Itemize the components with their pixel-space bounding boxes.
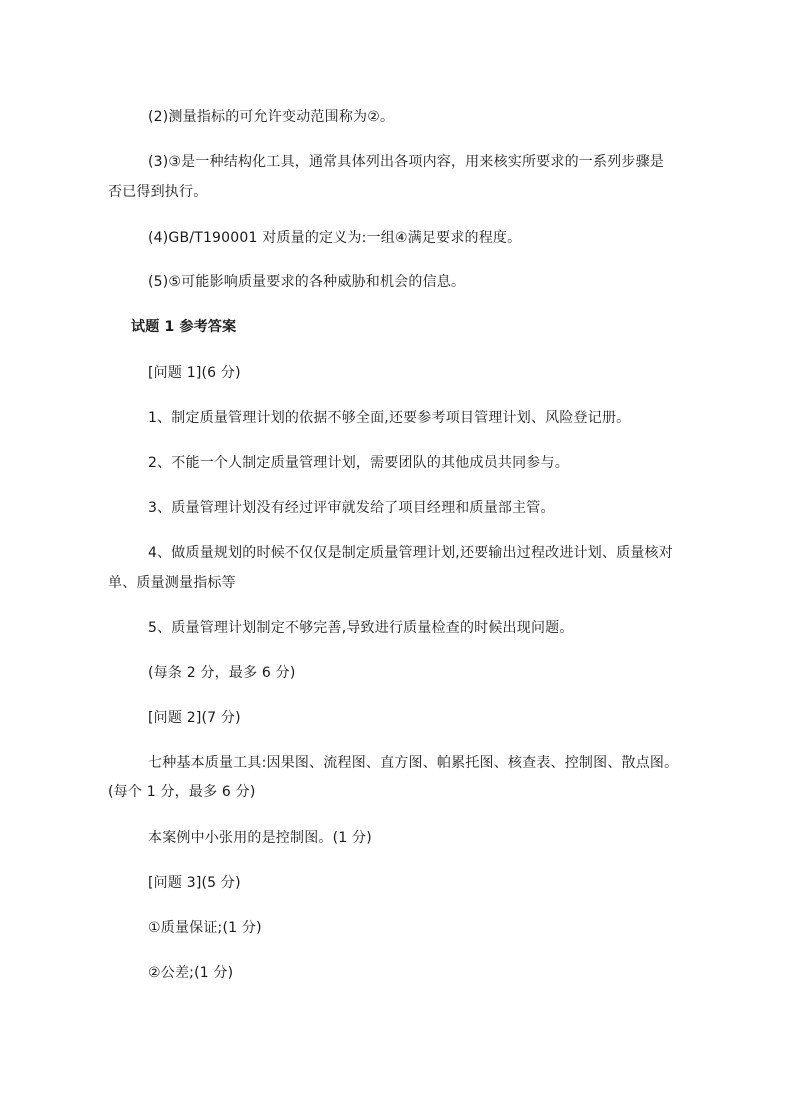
problem-1-item-1: 1、制定质量管理计划的依据不够全面,还要参考项目管理计划、风险登记册。 [148, 410, 631, 426]
problem-3-answer-1: ①质量保证;(1 分) [148, 920, 262, 936]
problem-1-item-2: 2、不能一个人制定质量管理计划，需要团队的其他成员共同参与。 [148, 455, 569, 471]
problem-1-item-3: 3、质量管理计划没有经过评审就发给了项目经理和质量部主管。 [148, 500, 555, 516]
question-2-text: (2)测量指标的可允许变动范围称为②。 [148, 109, 395, 125]
question-3-text-line-1: (3)③是一种结构化工具，通常具体列出各项内容，用来核实所要求的一系列步骤是 [148, 154, 664, 170]
problem-1-scoring: (每条 2 分，最多 6 分) [148, 665, 296, 681]
answer-section-title: 试题 1 参考答案 [131, 319, 237, 335]
problem-1-item-4-line-2: 单、质量测量指标等 [108, 575, 236, 591]
problem-2-text-line-2: (每个 1 分，最多 6 分) [108, 784, 256, 800]
question-4-text: (4)GB/T190001 对质量的定义为:一组④满足要求的程度。 [148, 230, 522, 246]
problem-2-case-answer: 本案例中小张用的是控制图。(1 分) [148, 830, 372, 846]
problem-2-title: [问题 2](7 分) [148, 710, 241, 726]
problem-1-item-4-line-1: 4、做质量规划的时候不仅仅是制定质量管理计划,还要输出过程改进计划、质量核对 [148, 545, 673, 561]
problem-3-title: [问题 3](5 分) [148, 875, 241, 891]
question-5-text: (5)⑤可能影响质量要求的各种威胁和机会的信息。 [148, 274, 466, 290]
problem-2-text-line-1: 七种基本质量工具:因果图、流程图、直方图、帕累托图、核查表、控制图、散点图。 [148, 755, 679, 771]
problem-1-item-5: 5、质量管理计划制定不够完善,导致进行质量检查的时候出现问题。 [148, 620, 574, 636]
question-3-text-line-2: 否已得到执行。 [108, 184, 208, 200]
problem-3-answer-2: ②公差;(1 分) [148, 965, 234, 981]
problem-1-title: [问题 1](6 分) [148, 365, 241, 381]
